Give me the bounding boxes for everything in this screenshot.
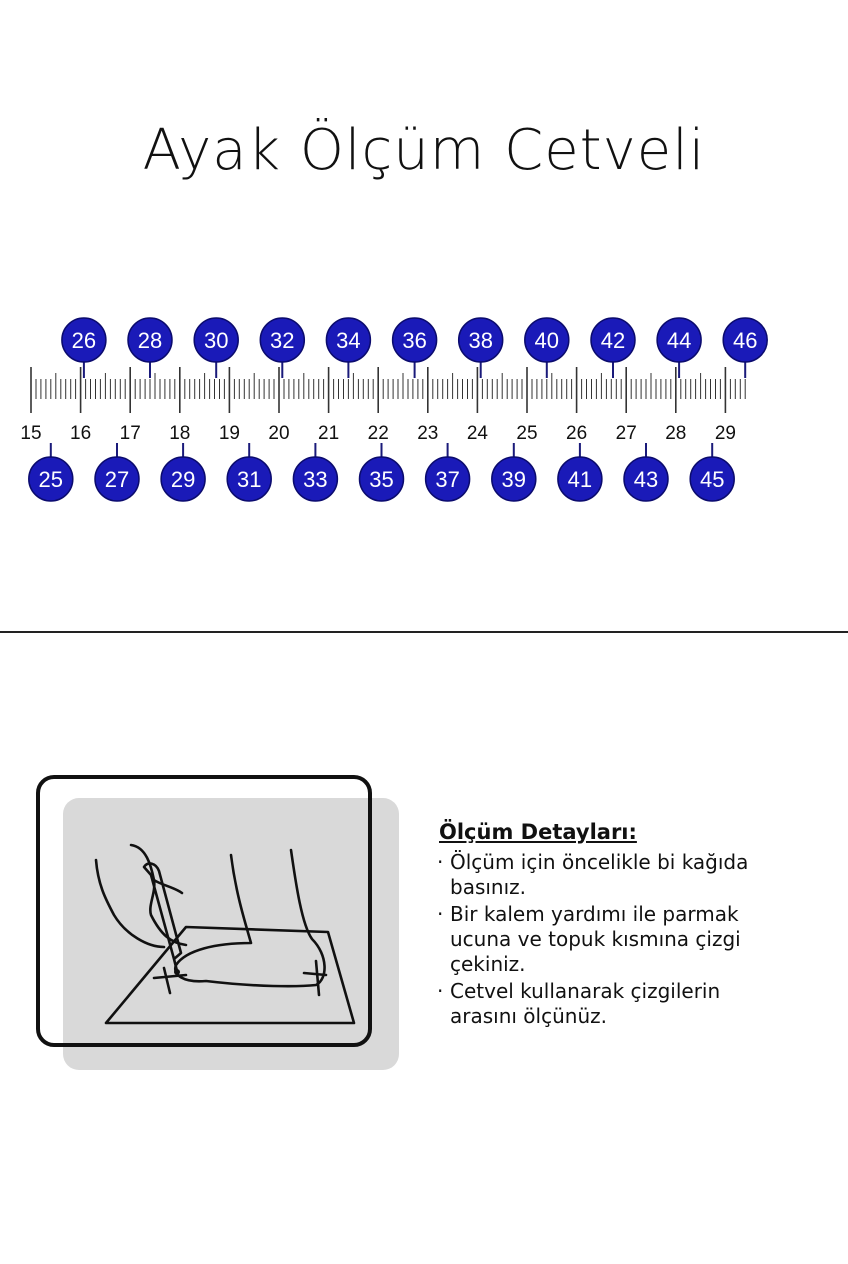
size-badge-label: 38 [468, 328, 493, 353]
size-badge-label: 32 [270, 328, 295, 353]
size-badge-label: 44 [666, 328, 692, 353]
ruler-cm-label: 25 [516, 423, 538, 444]
ruler-ticks [31, 367, 745, 413]
size-badge-label: 33 [303, 467, 328, 492]
details-heading: Ölçüm Detayları: [439, 820, 637, 844]
size-badge-label: 26 [71, 328, 97, 353]
ruler-cm-label: 22 [367, 423, 389, 444]
ruler-cm-label: 17 [119, 423, 141, 444]
ruler-cm-label: 23 [417, 423, 439, 444]
size-badge-label: 39 [501, 467, 527, 492]
size-badge-label: 29 [170, 467, 196, 492]
ruler-cm-label: 28 [665, 423, 687, 444]
top-size-badges [62, 318, 767, 378]
ruler-cm-label: 26 [566, 423, 588, 444]
list-item [432, 850, 832, 900]
ruler-cm-label: 27 [615, 423, 637, 444]
ruler-cm-label: 16 [70, 423, 92, 444]
list-item-line: arasını ölçünüz. [450, 1004, 607, 1028]
bullet-icon: · [437, 979, 444, 1003]
ruler-cm-label: 24 [466, 423, 488, 444]
foot-size-ruler [0, 300, 848, 520]
size-badge-label: 41 [567, 467, 593, 492]
ruler-cm-labels [20, 423, 736, 444]
list-item [432, 902, 832, 977]
size-badge-label: 37 [435, 467, 460, 492]
list-item-line: Ölçüm için öncelikle bi kağıda [450, 850, 749, 874]
size-badge-label: 42 [600, 328, 626, 353]
section-divider [0, 631, 848, 633]
bottom-size-badges [29, 443, 734, 501]
ruler-cm-label: 18 [169, 423, 191, 444]
list-item-line: Bir kalem yardımı ile parmak [450, 902, 739, 926]
size-badge-label: 46 [732, 328, 758, 353]
size-badge-label: 34 [336, 328, 361, 353]
list-item-line: çekiniz. [450, 952, 526, 976]
size-badge-label: 25 [38, 467, 64, 492]
ruler-cm-label: 15 [20, 423, 42, 444]
ruler-cm-label: 21 [318, 423, 340, 444]
ruler-cm-label: 20 [268, 423, 290, 444]
list-item-line: ucuna ve topuk kısmına çizgi [450, 927, 741, 951]
ruler-cm-label: 19 [218, 423, 240, 444]
size-badge-label: 27 [104, 467, 130, 492]
size-badge-label: 45 [699, 467, 725, 492]
list-item [432, 979, 832, 1029]
foot-tracing-illustration [36, 775, 372, 1047]
foot-outline [175, 850, 324, 986]
size-badge-label: 43 [633, 467, 659, 492]
size-badge-label: 30 [203, 328, 229, 353]
details-list [432, 850, 832, 1029]
bullet-icon: · [437, 902, 444, 926]
ruler-cm-label: 29 [714, 423, 736, 444]
size-badge-label: 36 [402, 328, 427, 353]
measurement-details [432, 820, 832, 1031]
toe-mark [154, 968, 186, 993]
pen-tip-icon [174, 969, 180, 975]
size-badge-label: 28 [137, 328, 163, 353]
hand-outline [96, 845, 186, 947]
list-item-line: basınız. [450, 875, 527, 899]
size-badge-label: 40 [534, 328, 560, 353]
list-item-line: Cetvel kullanarak çizgilerin [450, 979, 721, 1003]
size-badge-label: 35 [369, 467, 394, 492]
bullet-icon: · [437, 850, 444, 874]
page-title: Ayak Ölçüm Cetveli [142, 118, 706, 183]
size-badge-label: 31 [236, 467, 262, 492]
